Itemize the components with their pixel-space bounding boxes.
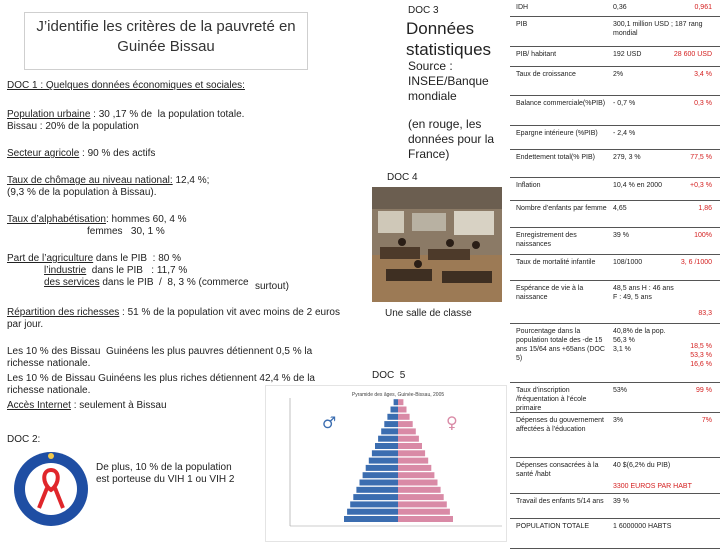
stats-label: Pourcentage dans la population totale des -de 15 ans 15/64 ans +65ans (DOC 5) — [516, 328, 605, 362]
stats-label: Inflation — [516, 182, 541, 189]
literacy-label: Taux d’alphabétisation — [7, 214, 106, 225]
gdp-industry-label: l’industrie — [44, 265, 87, 276]
stats-row — [510, 324, 720, 383]
pyramid-female-bar — [398, 407, 407, 413]
unemployment-rate — [7, 175, 209, 187]
poorest-share-tail: richesse nationale. — [7, 358, 91, 369]
pyramid-title: Pyramide des âges, Guinée-Bissau, 2005 — [351, 392, 445, 398]
literacy-women: femmes 30, 1 % — [87, 226, 165, 237]
internet-access-value: : seulement à Bissau — [70, 400, 167, 411]
statistics-table — [510, 0, 720, 540]
pyramid-female-bar — [398, 480, 438, 486]
stats-label: Dépenses du gouvernement affectées à l’éducation — [516, 417, 604, 433]
gdp-services — [44, 277, 249, 289]
stats-label: Taux de mortalité infantile — [516, 259, 596, 266]
gdp-services-tail: surtout) — [255, 281, 289, 292]
stats-france-value: 1,86 — [698, 205, 712, 212]
pyramid-female-bar — [398, 443, 422, 449]
stats-row — [510, 383, 720, 413]
stats-label: PIB/ habitant — [516, 51, 557, 58]
stats-value: 53% — [613, 387, 628, 394]
stats-label: Epargne intérieure (%PIB) — [516, 130, 598, 137]
pyramid-male-bar — [356, 487, 398, 493]
urban-population — [7, 109, 244, 121]
stats-row — [510, 150, 720, 178]
stats-label: Balance commerciale(%PIB) — [516, 100, 606, 107]
doc3-note-line3: France) — [408, 147, 450, 161]
male-icon: ♂ — [322, 413, 337, 432]
stats-row — [510, 281, 720, 324]
stats-france-value: 0,3 % — [694, 100, 712, 107]
pyramid-male-bar — [391, 407, 399, 413]
stats-label: Dépenses consacrées à la santé /habt — [516, 462, 599, 478]
stats-france-value: 3300 EUROS PAR HABT — [613, 483, 692, 490]
stats-value: 10,4 % en 2000 — [613, 182, 663, 189]
pyramid-female-bar — [398, 465, 431, 471]
stats-value: 39 % — [613, 232, 629, 239]
doc2-label: DOC 2: — [7, 434, 41, 445]
pyramid-female-bar — [398, 487, 441, 493]
pyramid-female-bar — [398, 501, 447, 507]
stats-value: 48,5 ans H : 46 ans F : 49, 5 ans — [613, 285, 674, 301]
doc4-label: DOC 4 — [387, 172, 418, 183]
hiv-emblem — [12, 450, 90, 528]
stats-row — [510, 0, 720, 17]
doc3-heading-line2: statistiques — [406, 40, 492, 59]
classroom-photo — [372, 187, 502, 302]
emblem-star — [48, 453, 54, 459]
agriculture-sector — [7, 148, 155, 160]
richest-share-tail: richesse nationale. — [7, 385, 91, 396]
pyramid-male-bar — [350, 501, 398, 507]
stats-row — [510, 96, 720, 126]
pyramid-male-bar — [363, 472, 398, 478]
hiv-line1: De plus, 10 % de la population — [96, 462, 232, 473]
literacy-men — [7, 214, 187, 226]
doc3-source-line1: Source : — [408, 59, 453, 73]
pyramid-female-bar — [398, 516, 453, 522]
gdp-agriculture-value: dans le PIB : 80 % — [93, 253, 181, 264]
pyramid-male-bar — [387, 414, 398, 420]
stats-france-value: 0,961 — [694, 4, 712, 11]
stats-value: 1 6000000 HABTS — [613, 523, 672, 530]
pyramid-female-bar — [398, 509, 450, 515]
doc1-heading: DOC 1 : Quelques données économiques et sociales: — [7, 80, 245, 91]
agriculture-sector-label: Secteur agricole — [7, 148, 80, 159]
wealth-distribution — [7, 307, 340, 319]
urban-population-value: : 30 ,17 % de la population totale. — [90, 109, 245, 120]
pyramid-female-bar — [398, 399, 403, 405]
stats-value: - 0,7 % — [613, 100, 636, 107]
bissau-population: Bissau : 20% de la population — [7, 121, 139, 132]
pyramid-male-bar — [366, 465, 398, 471]
stats-france-value: 99 % — [696, 387, 712, 394]
stats-label: Travail des enfants 5/14 ans — [516, 498, 604, 505]
stats-value: 0,36 — [613, 4, 627, 11]
stats-france-value: 3,4 % — [694, 71, 712, 78]
pyramid-female-bar — [398, 421, 413, 427]
stats-value: - 2,4 % — [613, 130, 636, 137]
pyramid-male-bar — [369, 458, 398, 464]
female-icon: ♀ — [446, 413, 458, 432]
stats-label: Nombre d’enfants par femme — [516, 205, 607, 212]
stats-france-value: 7% — [701, 417, 712, 424]
stats-row — [510, 126, 720, 150]
agriculture-sector-value: : 90 % des actifs — [82, 148, 156, 159]
doc3-heading-line1: Données — [406, 19, 475, 38]
stats-row — [510, 255, 720, 281]
pyramid-female-bar — [398, 428, 416, 434]
pyramid-male-bar — [394, 399, 398, 405]
unemployment-bissau: (9,3 % de la population à Bissau). — [7, 187, 157, 198]
stats-value: 4,65 — [613, 205, 627, 212]
unemployment-value: 12,4 %; — [172, 175, 210, 186]
stats-value: 40 $(6,2% du PIB) — [613, 462, 671, 469]
stats-value: 2% — [613, 71, 624, 78]
stats-value: 192 USD — [613, 51, 642, 58]
doc3-source-line2: INSEE/Banque — [408, 74, 489, 88]
pyramid-male-bar — [344, 516, 398, 522]
stats-label: Taux de croissance — [516, 71, 576, 78]
stats-value: 279, 3 % — [613, 154, 641, 161]
stats-france-value: 77,5 % — [690, 154, 712, 161]
stats-row — [510, 519, 720, 549]
internet-access-label: Accès Internet — [7, 400, 71, 411]
stats-label: Espérance de vie à la naissance — [516, 285, 584, 301]
stats-label: POPULATION TOTALE — [516, 523, 590, 530]
doc3-label: DOC 3 — [408, 5, 439, 16]
doc3-note-line1: (en rouge, les — [408, 117, 482, 131]
stats-value: 300,1 million USD ; 187 rang mondial — [613, 21, 703, 37]
stats-row — [510, 201, 720, 228]
stats-value: 3% — [613, 417, 624, 424]
stats-label: PIB — [516, 21, 528, 28]
stats-row — [510, 67, 720, 96]
stats-label: Taux d’inscription /fréquentation à l’école primaire — [516, 387, 587, 412]
pyramid-male-bar — [384, 421, 398, 427]
internet-access — [7, 400, 167, 412]
unemployment-label: Taux de chômage au niveau national: — [7, 175, 173, 186]
doc3-note-line2: données pour la — [408, 132, 495, 146]
stats-france-value: 83,3 — [698, 310, 712, 317]
stats-value: 39 % — [613, 498, 629, 505]
stats-label: Endettement total(% PIB) — [516, 154, 595, 161]
page-title: J’identifie les critères de la pauvreté en Guinée Bissau — [24, 12, 308, 70]
pyramid-male-bar — [381, 428, 398, 434]
doc3-source-line3: mondiale — [408, 89, 457, 103]
pyramid-male-bar — [375, 443, 398, 449]
stats-value: 40,8% de la pop. 56,3 % 3,1 % — [613, 328, 666, 353]
gdp-industry-value: dans le PIB : 11,7 % — [86, 265, 188, 276]
poorest-share: Les 10 % des Bissau Guinéens les plus pauvres détiennent 0,5 % la — [7, 346, 313, 357]
pyramid-male-bar — [353, 494, 398, 500]
pyramid-female-bar — [398, 436, 419, 442]
stats-row — [510, 47, 720, 67]
stats-row — [510, 413, 720, 458]
pyramid-male-bar — [378, 436, 398, 442]
stats-france-value: +0,3 % — [690, 182, 712, 189]
classroom-caption: Une salle de classe — [385, 308, 472, 319]
pyramid-female-bar — [398, 472, 434, 478]
stats-france-value: 3, 6 /1000 — [680, 259, 712, 266]
wealth-distribution-label: Répartition des richesses — [7, 307, 120, 318]
stats-france-value: 18,5 % 53,3 % 16,6 % — [690, 343, 712, 368]
stats-france-value: 28 600 USD — [673, 51, 712, 58]
gdp-services-value: dans le PIB / 8, 3 % (commerce — [99, 277, 249, 288]
hiv-line2: est porteuse du VIH 1 ou VIH 2 — [96, 474, 235, 485]
stats-value: 108/1000 — [613, 259, 643, 266]
pyramid-male-bar — [372, 450, 398, 456]
urban-population-label: Population urbaine — [7, 109, 91, 120]
pyramid-female-bar — [398, 450, 425, 456]
stats-row — [510, 458, 720, 494]
stats-row — [510, 178, 720, 201]
gdp-services-label: des services — [44, 277, 100, 288]
stats-france-value: 100% — [694, 232, 712, 239]
pyramid-female-bar — [398, 458, 428, 464]
pyramid-male-bar — [360, 480, 399, 486]
stats-label: IDH — [516, 4, 529, 11]
age-pyramid — [265, 385, 507, 542]
doc5-label: DOC 5 — [372, 370, 406, 381]
stats-row — [510, 494, 720, 519]
stats-row — [510, 17, 720, 47]
wealth-distribution-value: : 51 % de la population vit avec moins de 2 euros — [119, 307, 340, 318]
pyramid-female-bar — [398, 494, 444, 500]
stats-label: Enregistrement des naissances — [516, 232, 577, 248]
gdp-agriculture-label: Part de l’agriculture — [7, 253, 94, 264]
gdp-agriculture — [7, 253, 181, 265]
gdp-industry — [44, 265, 187, 277]
wealth-distribution-tail: par jour. — [7, 319, 44, 330]
richest-share: Les 10 % de Bissau Guinéens les plus riches détiennent 42,4 % de la — [7, 373, 315, 384]
stats-row — [510, 228, 720, 255]
pyramid-female-bar — [398, 414, 410, 420]
pyramid-male-bar — [347, 509, 398, 515]
literacy-men-value: : hommes 60, 4 % — [105, 214, 187, 225]
